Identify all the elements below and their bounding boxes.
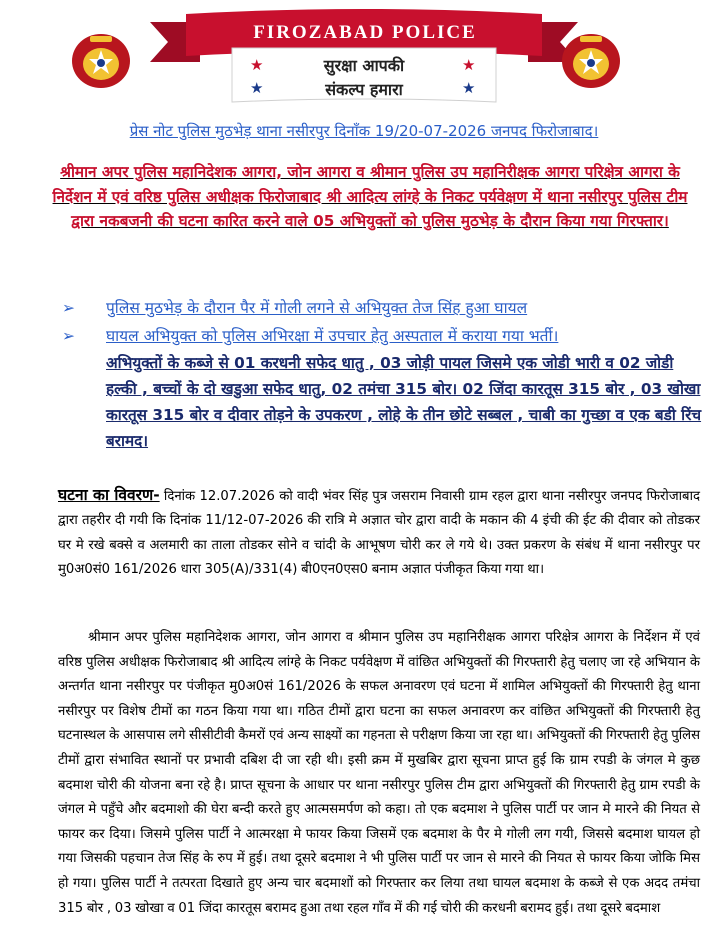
- arrow-right-icon: ➢: [62, 299, 75, 317]
- recovery-text: अभियुक्तों के कब्जे से 01 करधनी सफेद धातु , 03 जोड़ी पायल जिसमे एक जोडी भारी व 02 जोडी हल्की , बच्चों के दो खडुआ सफेद धातु, 02 तमंचा 315 बोर। 02 जिंदा कारतूस 315 बोर , 03 खोखा कारतूस 315 बोर व दीवार तोड़ने के उपकरण , लोहे के तीन छोटे सब्बल , चाबी का गुच्छा व एक बडी रिंच बरामद।: [106, 354, 702, 450]
- banner-slogan-line1: सुरक्षा आपकी: [323, 56, 405, 75]
- arrow-right-icon: ➢: [62, 327, 75, 345]
- bullet-text: घायल अभियुक्त को पुलिस अभिरक्षा में उपचार हेतु अस्पताल में कराया गया भर्ती।: [106, 327, 559, 345]
- police-badge-icon: [70, 30, 132, 92]
- event-text: दिनांक 12.07.2026 को वादी भंवर सिंह पुत्र जसराम निवासी ग्राम रहल द्वारा थाना नसीरपुर जनपद फिरोजाबाद द्वारा तहरीर दी गयी कि दिनांक 11/12-07-2026 की रात्रि मे अज्ञात चोर द्वारा वादी के मकान की 4 इंची की ईट की दीवार को तोडकर घर मे रखे बक्से व अलमारी का ताला तोडकर सोने व चांदी के आभूषण चोरी कर ले गये थे। उक्त प्रकरण के संबंध में थाना नसीरपुर पर मु0अ0सं0 161/2026 धारा 305(A)/331(4) बी0एन0एस0 बनाम अज्ञात पंजीकृत किया गया था।: [58, 489, 701, 578]
- event-label: घटना का विवरण-: [58, 486, 160, 504]
- banner-slogan-line2: संकल्प हमारा: [325, 80, 403, 99]
- star-icon: ★: [462, 79, 476, 97]
- star-icon: ★: [250, 79, 264, 97]
- banner-title: FIROZABAD POLICE: [253, 22, 477, 43]
- headline: [40, 160, 700, 234]
- header-banner: [0, 0, 728, 112]
- police-badge-icon: [560, 30, 622, 92]
- press-note-title: प्रेस नोट पुलिस मुठभेड़ थाना नसीरपुर दिनाँक 19/20-07-2026 जनपद फिरोजाबाद।: [129, 122, 599, 140]
- bullet-item: [62, 296, 527, 318]
- bullet-text: पुलिस मुठभेड़ के दौरान पैर में गोली लगने से अभियुक्त तेज सिंह हुआ घायल: [106, 299, 528, 317]
- event-description: [58, 483, 700, 583]
- headline-text: श्रीमान अपर पुलिस महानिदेशक आगरा, जोन आगरा व श्रीमान पुलिस उप महानिरीक्षक आगरा परिक्षेत्र आगरा के निर्देशन में एवं वरिष्ठ पुलिस अधीक्षक फिरोजाबाद श्री आदित्य लांग्हे के निकट पर्यवेक्षण में थाना नसीरपुर पुलिस टीम द्वारा नकबजनी की घटना कारित करने वाले 05 अभियुक्तों को पुलिस मुठभेड़ के दौरान किया गया गिरफ्तार।: [52, 163, 688, 230]
- bullet-item: [62, 324, 558, 346]
- recovery-details: [106, 350, 706, 454]
- detail-paragraph: श्रीमान अपर पुलिस महानिदेशक आगरा, जोन आगरा व श्रीमान पुलिस उप महानिरीक्षक आगरा परिक्षेत्र आगरा के निर्देशन में एवं वरिष्ठ पुलिस अधीक्षक फिरोजाबाद श्री आदित्य लांग्हे के निकट पर्यवेक्षण में वांछित अभियुक्तों की गिरफ्तारी हेतु चलाए जा रहे अभियान के अन्तर्गत थाना नसीरपुर पर पंजीकृत मु0अ0सं 161/2026 के सफल अनावरण एवं घटना में शामिल अभियुक्तों की गिरफ्तारी हेतु थाना नसीरपुर पर विशेष टीमों का गठन किया गया था। गठित टीमों द्वारा घटना का सफल अनावरण कर वांछित अभियुक्तों की गिरफ्तारी हेतु घटनास्थल के आसपास लगे सीसीटीवी कैमरों एवं अन्य साक्ष्यों का गहनता से परीक्षण किया जा रहा था। अभियुक्तों की गिरफ्तारी हेतु पुलिस टीमों द्वारा संभावित स्थानों पर प्रभावी दबिश दी जा रही थी। इसी क्रम में मुखबिर द्वारा सूचना प्राप्त हुई कि ग्राम रपडी के जंगल मे कुछ बदमाश चोरी की योजना बना रहे है। प्राप्त सूचना के आधार पर थाना नसीरपुर पुलिस टीम द्वारा अभियुक्तों की गिरफ्तारी हेतु ग्राम रपडी के जंगल मे पहुँचे और बदमाशो की घेरा बन्दी करते हुए आत्मसमर्पण को कहा। तो एक बदमाश ने पुलिस पार्टी पर जान मे मारने की नियत से फायर कर दिया। जिसमे पुलिस पार्टी ने आत्मरक्षा मे फायर किया जिसमें एक बदमाश के पैर मे गोली लग गयी, जिससे बदमाश घायल हो गया जिसकी पहचान तेज सिंह के रुप में हुई। तथा दूसरे बदमाश ने भी पुलिस पार्टी पर जान से मारने की नियत से फायर किया जोकि मिस हो गया। पुलिस पार्टी ने तत्परता दिखाते हुए अन्य चार बदमाशों को गिरफ्तार कर लिया तथा घायल बदमाश के कब्जे से एक अदद तमंचा 315 बोर , 03 खोखा व 01 जिंदा कारतूस बरामद हुआ तथा रहल गाँव में की गई चोरी की करधनी बरामद हुई। तथा दूसरे बदमाश: [58, 630, 700, 916]
- star-icon: ★: [250, 56, 264, 74]
- star-icon: ★: [462, 56, 476, 74]
